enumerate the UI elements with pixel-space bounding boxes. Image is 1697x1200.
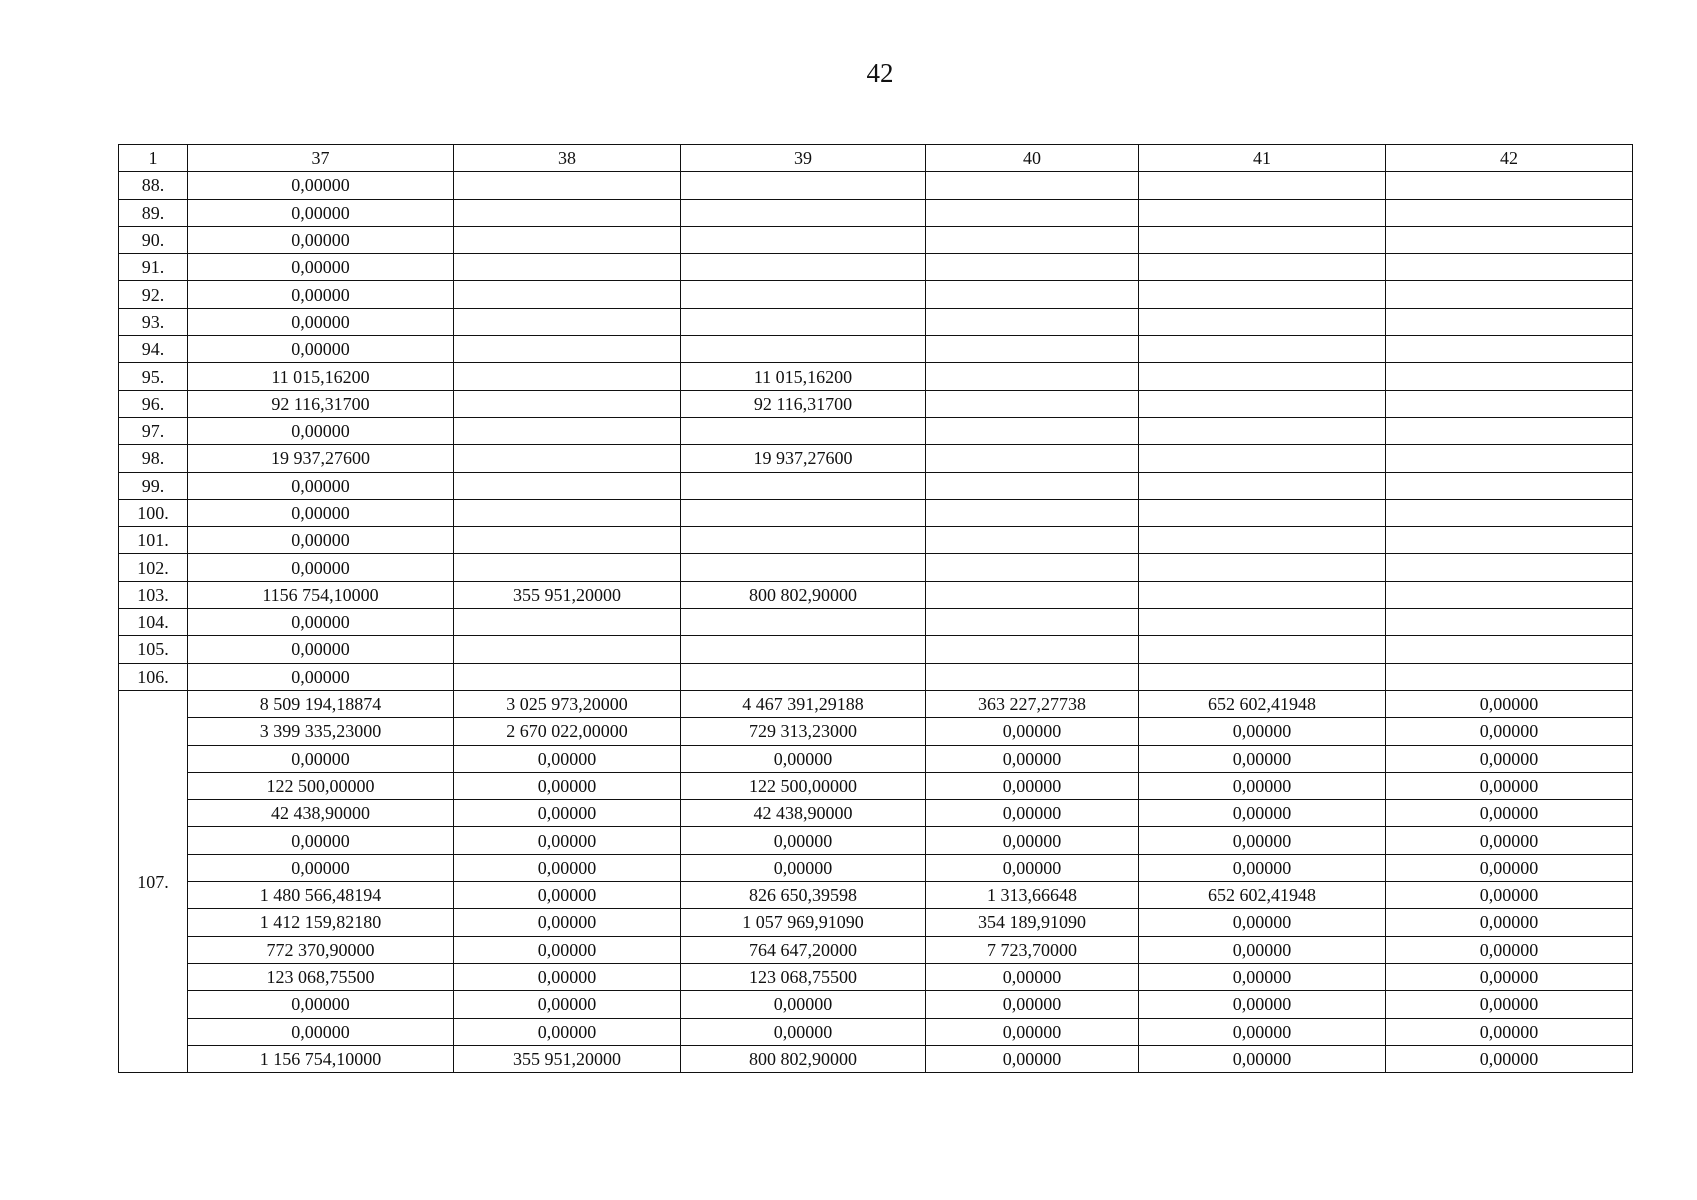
value-cell: [454, 663, 681, 690]
value-cell: 0,00000: [681, 991, 926, 1018]
value-cell: [1386, 254, 1633, 281]
value-cell: 42 438,90000: [188, 800, 454, 827]
value-cell: 652 602,41948: [1139, 690, 1386, 717]
value-cell: 3 025 973,20000: [454, 690, 681, 717]
value-cell: [681, 527, 926, 554]
value-cell: [454, 499, 681, 526]
group-row: [119, 963, 1633, 990]
group-row: [119, 800, 1633, 827]
table-row: [119, 254, 1633, 281]
value-cell: 0,00000: [454, 745, 681, 772]
value-cell: 0,00000: [1386, 963, 1633, 990]
value-cell: 0,00000: [1386, 690, 1633, 717]
value-cell: 4 467 391,29188: [681, 690, 926, 717]
value-cell: [1386, 499, 1633, 526]
value-cell: 0,00000: [1139, 1045, 1386, 1072]
value-cell: 1 412 159,82180: [188, 909, 454, 936]
value-cell: 0,00000: [1139, 963, 1386, 990]
value-cell: 0,00000: [188, 281, 454, 308]
value-cell: 0,00000: [926, 827, 1139, 854]
value-cell: [454, 527, 681, 554]
value-cell: 0,00000: [1139, 1018, 1386, 1045]
value-cell: 122 500,00000: [188, 772, 454, 799]
value-cell: 0,00000: [188, 827, 454, 854]
value-cell: [454, 308, 681, 335]
value-cell: [926, 527, 1139, 554]
value-cell: 0,00000: [188, 254, 454, 281]
value-cell: 0,00000: [188, 527, 454, 554]
group-row: [119, 991, 1633, 1018]
value-cell: 0,00000: [1386, 800, 1633, 827]
value-cell: 0,00000: [1139, 936, 1386, 963]
value-cell: [926, 609, 1139, 636]
value-cell: 0,00000: [926, 800, 1139, 827]
value-cell: 0,00000: [681, 854, 926, 881]
value-cell: [1139, 254, 1386, 281]
value-cell: 0,00000: [1139, 800, 1386, 827]
table-row: [119, 581, 1633, 608]
value-cell: [454, 363, 681, 390]
value-cell: [454, 554, 681, 581]
table-row: [119, 308, 1633, 335]
row-number-cell: 97.: [119, 417, 188, 444]
value-cell: [454, 390, 681, 417]
value-cell: [1139, 663, 1386, 690]
value-cell: [1386, 281, 1633, 308]
value-cell: [681, 636, 926, 663]
value-cell: [454, 636, 681, 663]
value-cell: 0,00000: [1139, 827, 1386, 854]
value-cell: [1386, 472, 1633, 499]
value-cell: [1139, 527, 1386, 554]
value-cell: 0,00000: [1386, 1045, 1633, 1072]
value-cell: 0,00000: [926, 1018, 1139, 1045]
value-cell: [926, 636, 1139, 663]
table-row: [119, 172, 1633, 199]
header-row: [119, 145, 1633, 172]
group-row: [119, 936, 1633, 963]
value-cell: 354 189,91090: [926, 909, 1139, 936]
value-cell: 355 951,20000: [454, 1045, 681, 1072]
value-cell: [1139, 417, 1386, 444]
value-cell: 0,00000: [926, 1045, 1139, 1072]
value-cell: 0,00000: [1139, 991, 1386, 1018]
value-cell: 652 602,41948: [1139, 882, 1386, 909]
value-cell: 0,00000: [1386, 882, 1633, 909]
value-cell: 826 650,39598: [681, 882, 926, 909]
row-number-cell: 93.: [119, 308, 188, 335]
value-cell: [926, 254, 1139, 281]
group-row: [119, 718, 1633, 745]
value-cell: 0,00000: [1386, 745, 1633, 772]
value-cell: 0,00000: [1386, 854, 1633, 881]
table-body: [119, 145, 1633, 1073]
value-cell: 0,00000: [188, 226, 454, 253]
value-cell: 0,00000: [454, 827, 681, 854]
value-cell: [1139, 336, 1386, 363]
table-row: [119, 226, 1633, 253]
value-cell: 42 438,90000: [681, 800, 926, 827]
value-cell: 0,00000: [681, 827, 926, 854]
value-cell: [1139, 363, 1386, 390]
value-cell: 764 647,20000: [681, 936, 926, 963]
value-cell: [681, 472, 926, 499]
value-cell: 11 015,16200: [188, 363, 454, 390]
value-cell: [1386, 363, 1633, 390]
value-cell: [1386, 390, 1633, 417]
row-number-cell: 103.: [119, 581, 188, 608]
page-number: 42: [866, 58, 894, 88]
value-cell: 0,00000: [1386, 772, 1633, 799]
value-cell: [1139, 472, 1386, 499]
value-cell: [1139, 554, 1386, 581]
value-cell: 0,00000: [188, 663, 454, 690]
value-cell: [454, 226, 681, 253]
value-cell: 92 116,31700: [188, 390, 454, 417]
table-row: [119, 336, 1633, 363]
row-number-cell: 88.: [119, 172, 188, 199]
row-number-cell: 90.: [119, 226, 188, 253]
value-cell: [1386, 199, 1633, 226]
value-cell: 0,00000: [188, 199, 454, 226]
value-cell: 0,00000: [1139, 772, 1386, 799]
value-cell: 0,00000: [188, 554, 454, 581]
table-row: [119, 609, 1633, 636]
row-number-cell: 91.: [119, 254, 188, 281]
value-cell: [926, 554, 1139, 581]
value-cell: 0,00000: [454, 963, 681, 990]
value-cell: [681, 499, 926, 526]
value-cell: 0,00000: [188, 308, 454, 335]
value-cell: 123 068,75500: [681, 963, 926, 990]
value-cell: [454, 417, 681, 444]
value-cell: 0,00000: [1386, 827, 1633, 854]
table-row: [119, 554, 1633, 581]
value-cell: 729 313,23000: [681, 718, 926, 745]
value-cell: 0,00000: [188, 336, 454, 363]
value-cell: [926, 445, 1139, 472]
value-cell: 0,00000: [454, 909, 681, 936]
value-cell: [1139, 172, 1386, 199]
value-cell: [454, 336, 681, 363]
value-cell: 363 227,27738: [926, 690, 1139, 717]
value-cell: 0,00000: [454, 991, 681, 1018]
row-number-cell: 101.: [119, 527, 188, 554]
value-cell: [1139, 199, 1386, 226]
value-cell: 0,00000: [188, 991, 454, 1018]
value-cell: [926, 417, 1139, 444]
row-number-cell: 99.: [119, 472, 188, 499]
header-cell: 40: [926, 145, 1139, 172]
value-cell: [1386, 581, 1633, 608]
value-cell: 0,00000: [454, 800, 681, 827]
header-cell: 42: [1386, 145, 1633, 172]
value-cell: 0,00000: [926, 745, 1139, 772]
value-cell: 0,00000: [188, 1018, 454, 1045]
value-cell: 1 156 754,10000: [188, 1045, 454, 1072]
value-cell: 0,00000: [1386, 1018, 1633, 1045]
value-cell: [926, 390, 1139, 417]
value-cell: [454, 445, 681, 472]
group-row: [119, 772, 1633, 799]
group-row: [119, 854, 1633, 881]
table-row: [119, 363, 1633, 390]
value-cell: [1139, 609, 1386, 636]
value-cell: [926, 499, 1139, 526]
value-cell: [681, 254, 926, 281]
value-cell: [1139, 636, 1386, 663]
row-number-cell: 100.: [119, 499, 188, 526]
value-cell: [926, 363, 1139, 390]
row-number-cell: 95.: [119, 363, 188, 390]
row-number-cell: 92.: [119, 281, 188, 308]
data-table: [118, 144, 1633, 1073]
group-row: [119, 745, 1633, 772]
group-row-number-cell: 107.: [119, 690, 188, 1072]
value-cell: 800 802,90000: [681, 1045, 926, 1072]
value-cell: [926, 308, 1139, 335]
value-cell: 19 937,27600: [681, 445, 926, 472]
row-number-cell: 104.: [119, 609, 188, 636]
table-row: [119, 472, 1633, 499]
value-cell: [681, 554, 926, 581]
value-cell: [1386, 417, 1633, 444]
value-cell: [926, 226, 1139, 253]
value-cell: 772 370,90000: [188, 936, 454, 963]
value-cell: 0,00000: [1386, 909, 1633, 936]
value-cell: [454, 281, 681, 308]
value-cell: [926, 581, 1139, 608]
value-cell: 8 509 194,18874: [188, 690, 454, 717]
value-cell: [454, 609, 681, 636]
value-cell: [926, 663, 1139, 690]
value-cell: 0,00000: [1139, 854, 1386, 881]
value-cell: 0,00000: [926, 772, 1139, 799]
value-cell: 0,00000: [188, 745, 454, 772]
value-cell: 1 313,66648: [926, 882, 1139, 909]
value-cell: 0,00000: [188, 499, 454, 526]
value-cell: 0,00000: [188, 609, 454, 636]
value-cell: 0,00000: [1386, 718, 1633, 745]
group-row: [119, 690, 1633, 717]
header-cell: 37: [188, 145, 454, 172]
value-cell: 2 670 022,00000: [454, 718, 681, 745]
header-cell: 39: [681, 145, 926, 172]
group-row: [119, 1045, 1633, 1072]
row-number-cell: 106.: [119, 663, 188, 690]
value-cell: [1139, 499, 1386, 526]
value-cell: [454, 199, 681, 226]
table-row: [119, 445, 1633, 472]
value-cell: 1 480 566,48194: [188, 882, 454, 909]
value-cell: 1156 754,10000: [188, 581, 454, 608]
value-cell: [1139, 390, 1386, 417]
group-row: [119, 1018, 1633, 1045]
row-number-cell: 89.: [119, 199, 188, 226]
value-cell: 355 951,20000: [454, 581, 681, 608]
value-cell: 800 802,90000: [681, 581, 926, 608]
value-cell: 0,00000: [926, 963, 1139, 990]
value-cell: 0,00000: [1139, 745, 1386, 772]
value-cell: [681, 336, 926, 363]
value-cell: 0,00000: [188, 854, 454, 881]
header-cell: 41: [1139, 145, 1386, 172]
value-cell: 0,00000: [1139, 909, 1386, 936]
value-cell: [1386, 226, 1633, 253]
value-cell: [926, 172, 1139, 199]
row-number-cell: 98.: [119, 445, 188, 472]
table-row: [119, 199, 1633, 226]
value-cell: 0,00000: [681, 745, 926, 772]
value-cell: [926, 199, 1139, 226]
value-cell: [1386, 609, 1633, 636]
value-cell: [1386, 445, 1633, 472]
value-cell: [1386, 308, 1633, 335]
value-cell: 0,00000: [926, 718, 1139, 745]
header-cell: 1: [119, 145, 188, 172]
value-cell: [1386, 172, 1633, 199]
value-cell: 11 015,16200: [681, 363, 926, 390]
value-cell: [1386, 527, 1633, 554]
value-cell: 0,00000: [1139, 718, 1386, 745]
value-cell: 0,00000: [188, 472, 454, 499]
value-cell: [1386, 636, 1633, 663]
value-cell: 92 116,31700: [681, 390, 926, 417]
value-cell: [1139, 581, 1386, 608]
value-cell: 0,00000: [454, 882, 681, 909]
value-cell: [1386, 663, 1633, 690]
row-number-cell: 102.: [119, 554, 188, 581]
value-cell: [681, 281, 926, 308]
table-row: [119, 499, 1633, 526]
value-cell: 0,00000: [188, 172, 454, 199]
value-cell: 122 500,00000: [681, 772, 926, 799]
value-cell: 0,00000: [454, 1018, 681, 1045]
value-cell: 0,00000: [1386, 991, 1633, 1018]
table-row: [119, 390, 1633, 417]
value-cell: [1139, 281, 1386, 308]
table-row: [119, 663, 1633, 690]
value-cell: [454, 472, 681, 499]
value-cell: [926, 336, 1139, 363]
value-cell: 0,00000: [454, 854, 681, 881]
table-row: [119, 527, 1633, 554]
value-cell: 0,00000: [188, 417, 454, 444]
value-cell: [1139, 226, 1386, 253]
value-cell: 0,00000: [926, 991, 1139, 1018]
value-cell: [681, 417, 926, 444]
table-row: [119, 636, 1633, 663]
value-cell: 0,00000: [1386, 936, 1633, 963]
value-cell: [926, 281, 1139, 308]
group-row: [119, 827, 1633, 854]
value-cell: [454, 172, 681, 199]
value-cell: 19 937,27600: [188, 445, 454, 472]
value-cell: [1139, 445, 1386, 472]
value-cell: 7 723,70000: [926, 936, 1139, 963]
value-cell: [681, 172, 926, 199]
value-cell: [1386, 336, 1633, 363]
value-cell: [681, 308, 926, 335]
group-row: [119, 882, 1633, 909]
value-cell: 0,00000: [681, 1018, 926, 1045]
row-number-cell: 94.: [119, 336, 188, 363]
value-cell: [681, 663, 926, 690]
value-cell: 0,00000: [454, 936, 681, 963]
table-row: [119, 417, 1633, 444]
value-cell: 0,00000: [188, 636, 454, 663]
value-cell: 3 399 335,23000: [188, 718, 454, 745]
value-cell: [681, 609, 926, 636]
value-cell: [454, 254, 681, 281]
value-cell: 123 068,75500: [188, 963, 454, 990]
value-cell: 1 057 969,91090: [681, 909, 926, 936]
header-cell: 38: [454, 145, 681, 172]
table-row: [119, 281, 1633, 308]
value-cell: 0,00000: [454, 772, 681, 799]
value-cell: [1386, 554, 1633, 581]
value-cell: [1139, 308, 1386, 335]
row-number-cell: 105.: [119, 636, 188, 663]
value-cell: 0,00000: [926, 854, 1139, 881]
value-cell: [681, 199, 926, 226]
value-cell: [681, 226, 926, 253]
group-row: [119, 909, 1633, 936]
value-cell: [926, 472, 1139, 499]
row-number-cell: 96.: [119, 390, 188, 417]
